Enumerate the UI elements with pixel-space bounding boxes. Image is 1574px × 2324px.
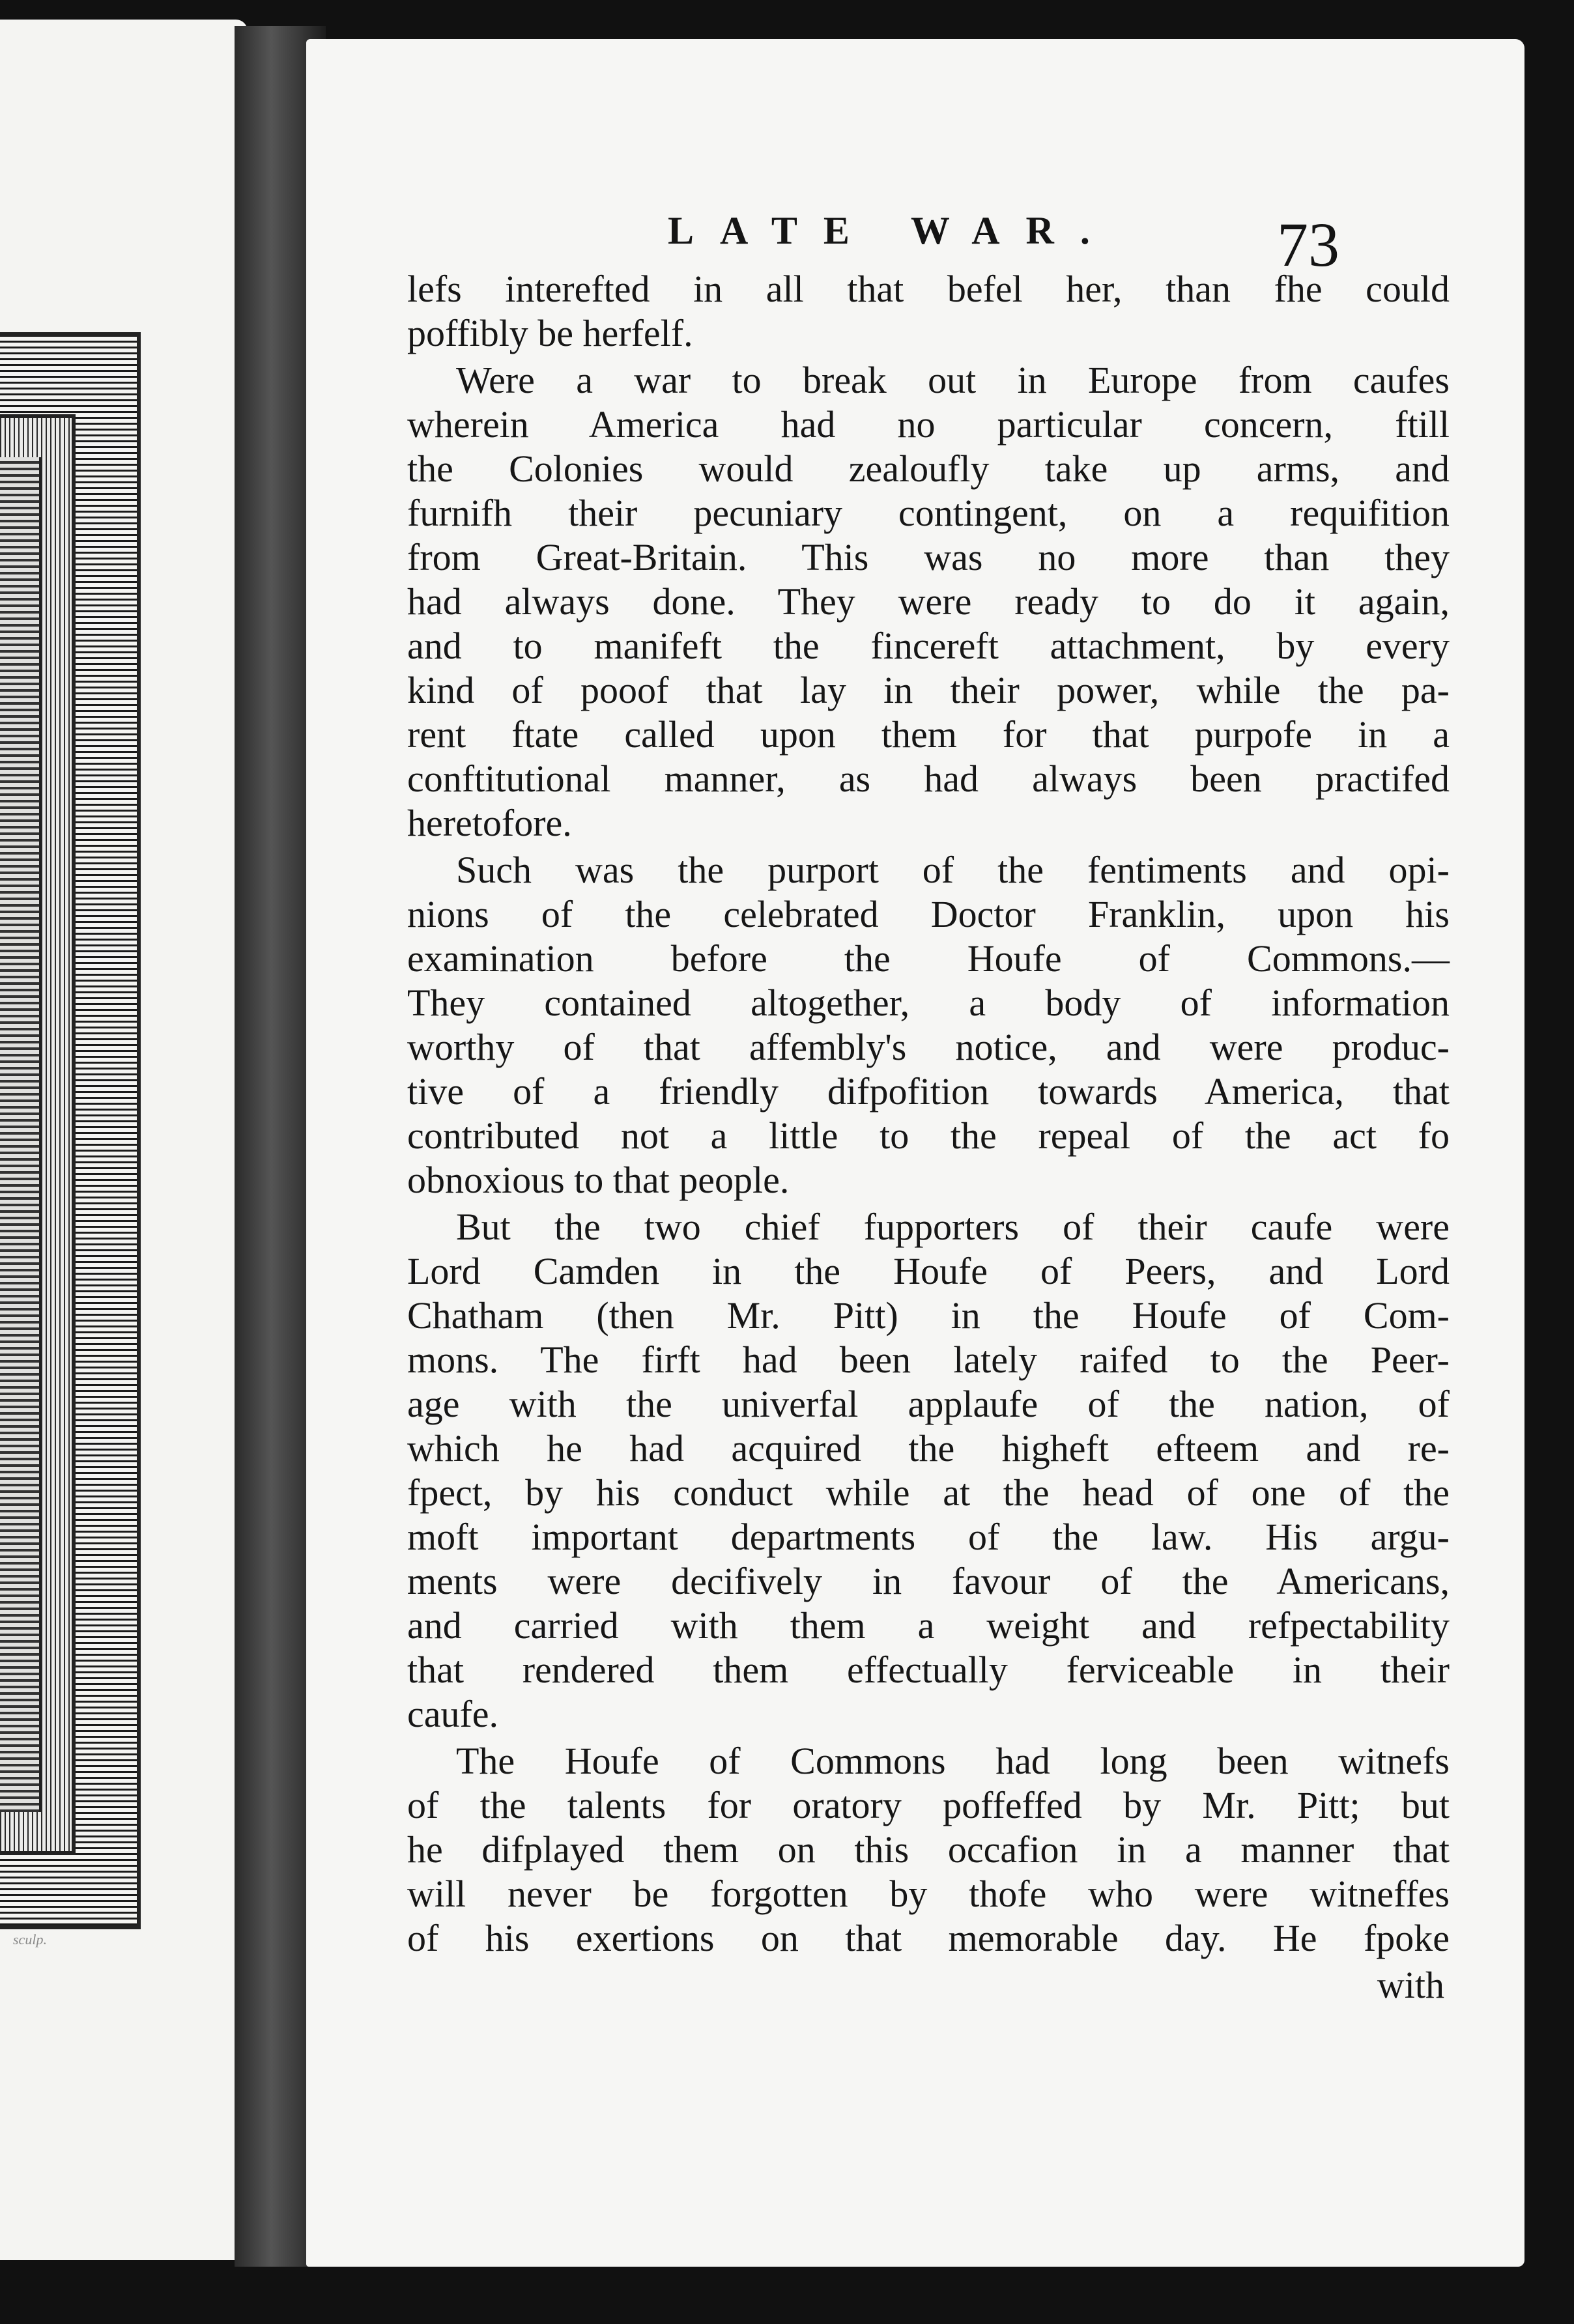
- text-line: Chatham (then Mr. Pitt) in the Houfe of Com-: [407, 1294, 1450, 1337]
- running-head: LATE WAR.: [668, 209, 1116, 252]
- text-line: mons. The firft had been lately raifed to the Peer-: [407, 1339, 1450, 1381]
- text-line: age with the univerfal applaufe of the nation, of: [407, 1383, 1450, 1425]
- paragraph: [407, 267, 1450, 356]
- paragraph: [407, 1739, 1450, 1961]
- text-line: Lord Camden in the Houfe of Peers, and Lord: [407, 1250, 1450, 1292]
- right-page: [306, 39, 1524, 2267]
- text-line: ments were decifively in favour of the Americans,: [407, 1560, 1450, 1602]
- text-line: fpect, by his conduct while at the head of one of the: [407, 1471, 1450, 1514]
- text-line: from Great-Britain. This was no more than they: [407, 536, 1450, 578]
- text-line: he difplayed them on this occafion in a manner that: [407, 1828, 1450, 1871]
- text-line: Such was the purport of the fentiments and opi-: [456, 849, 1450, 891]
- text-line: moft important departments of the law. His argu-: [407, 1516, 1450, 1558]
- text-line: The Houfe of Commons had long been witnefs: [456, 1740, 1450, 1782]
- text-line: rent ftate called upon them for that purpofe in a: [407, 713, 1450, 756]
- text-line: Were a war to break out in Europe from caufes: [456, 359, 1450, 401]
- text-line: which he had acquired the higheft efteem and re-: [407, 1427, 1450, 1469]
- body-text: [407, 267, 1450, 2007]
- left-facing-page: [0, 20, 248, 2260]
- text-line: kind of pooof that lay in their power, while the pa-: [407, 669, 1450, 711]
- catchword: with: [1377, 1964, 1444, 2006]
- text-line: that rendered them effectually ferviceable in their: [407, 1649, 1450, 1691]
- text-line: But the two chief fupporters of their caufe were: [456, 1206, 1450, 1248]
- text-line: tive of a friendly difpofition towards America, that: [407, 1070, 1450, 1112]
- engraving-core: [0, 457, 42, 1812]
- text-line: the Colonies would zealoufly take up arms, and: [407, 447, 1450, 490]
- engraving-inner-frame: [0, 414, 76, 1855]
- text-line: of the talents for oratory poffeffed by Mr. Pitt; but: [407, 1784, 1450, 1826]
- text-line: contributed not a little to the repeal of the act fo: [407, 1114, 1450, 1157]
- text-line: poffibly be herfelf.: [407, 312, 693, 354]
- paragraph: [407, 848, 1450, 1202]
- text-line: conftitutional manner, as had always been practifed: [407, 758, 1450, 800]
- text-line: furnifh their pecuniary contingent, on a requifition: [407, 492, 1450, 534]
- engraved-frontispiece: [0, 332, 141, 1929]
- text-line: heretofore.: [407, 802, 572, 844]
- text-line: and to manifeft the fincereft attachment, by every: [407, 625, 1450, 667]
- text-line: and carried with them a weight and refpectability: [407, 1604, 1450, 1647]
- text-line: will never be forgotten by thofe who were witneffes: [407, 1873, 1450, 1915]
- text-line: examination before the Houfe of Commons.—: [407, 937, 1450, 980]
- text-line: obnoxious to that people.: [407, 1159, 790, 1201]
- text-line: caufe.: [407, 1693, 499, 1735]
- page-number: 73: [1277, 210, 1339, 279]
- text-line: nions of the celebrated Doctor Franklin, upon his: [407, 893, 1450, 935]
- text-line: lefs interefted in all that befel her, than fhe could: [407, 268, 1450, 310]
- engraver-credit: sculp.: [13, 1931, 47, 1948]
- text-line: wherein America had no particular concern, ftill: [407, 403, 1450, 446]
- paragraph: [407, 358, 1450, 845]
- text-line: They contained altogether, a body of information: [407, 982, 1450, 1024]
- text-line: had always done. They were ready to do it again,: [407, 580, 1450, 623]
- paragraph: [407, 1205, 1450, 1736]
- text-line: of his exertions on that memorable day. He fpoke: [407, 1917, 1450, 1959]
- text-line: worthy of that affembly's notice, and were produc-: [407, 1026, 1450, 1068]
